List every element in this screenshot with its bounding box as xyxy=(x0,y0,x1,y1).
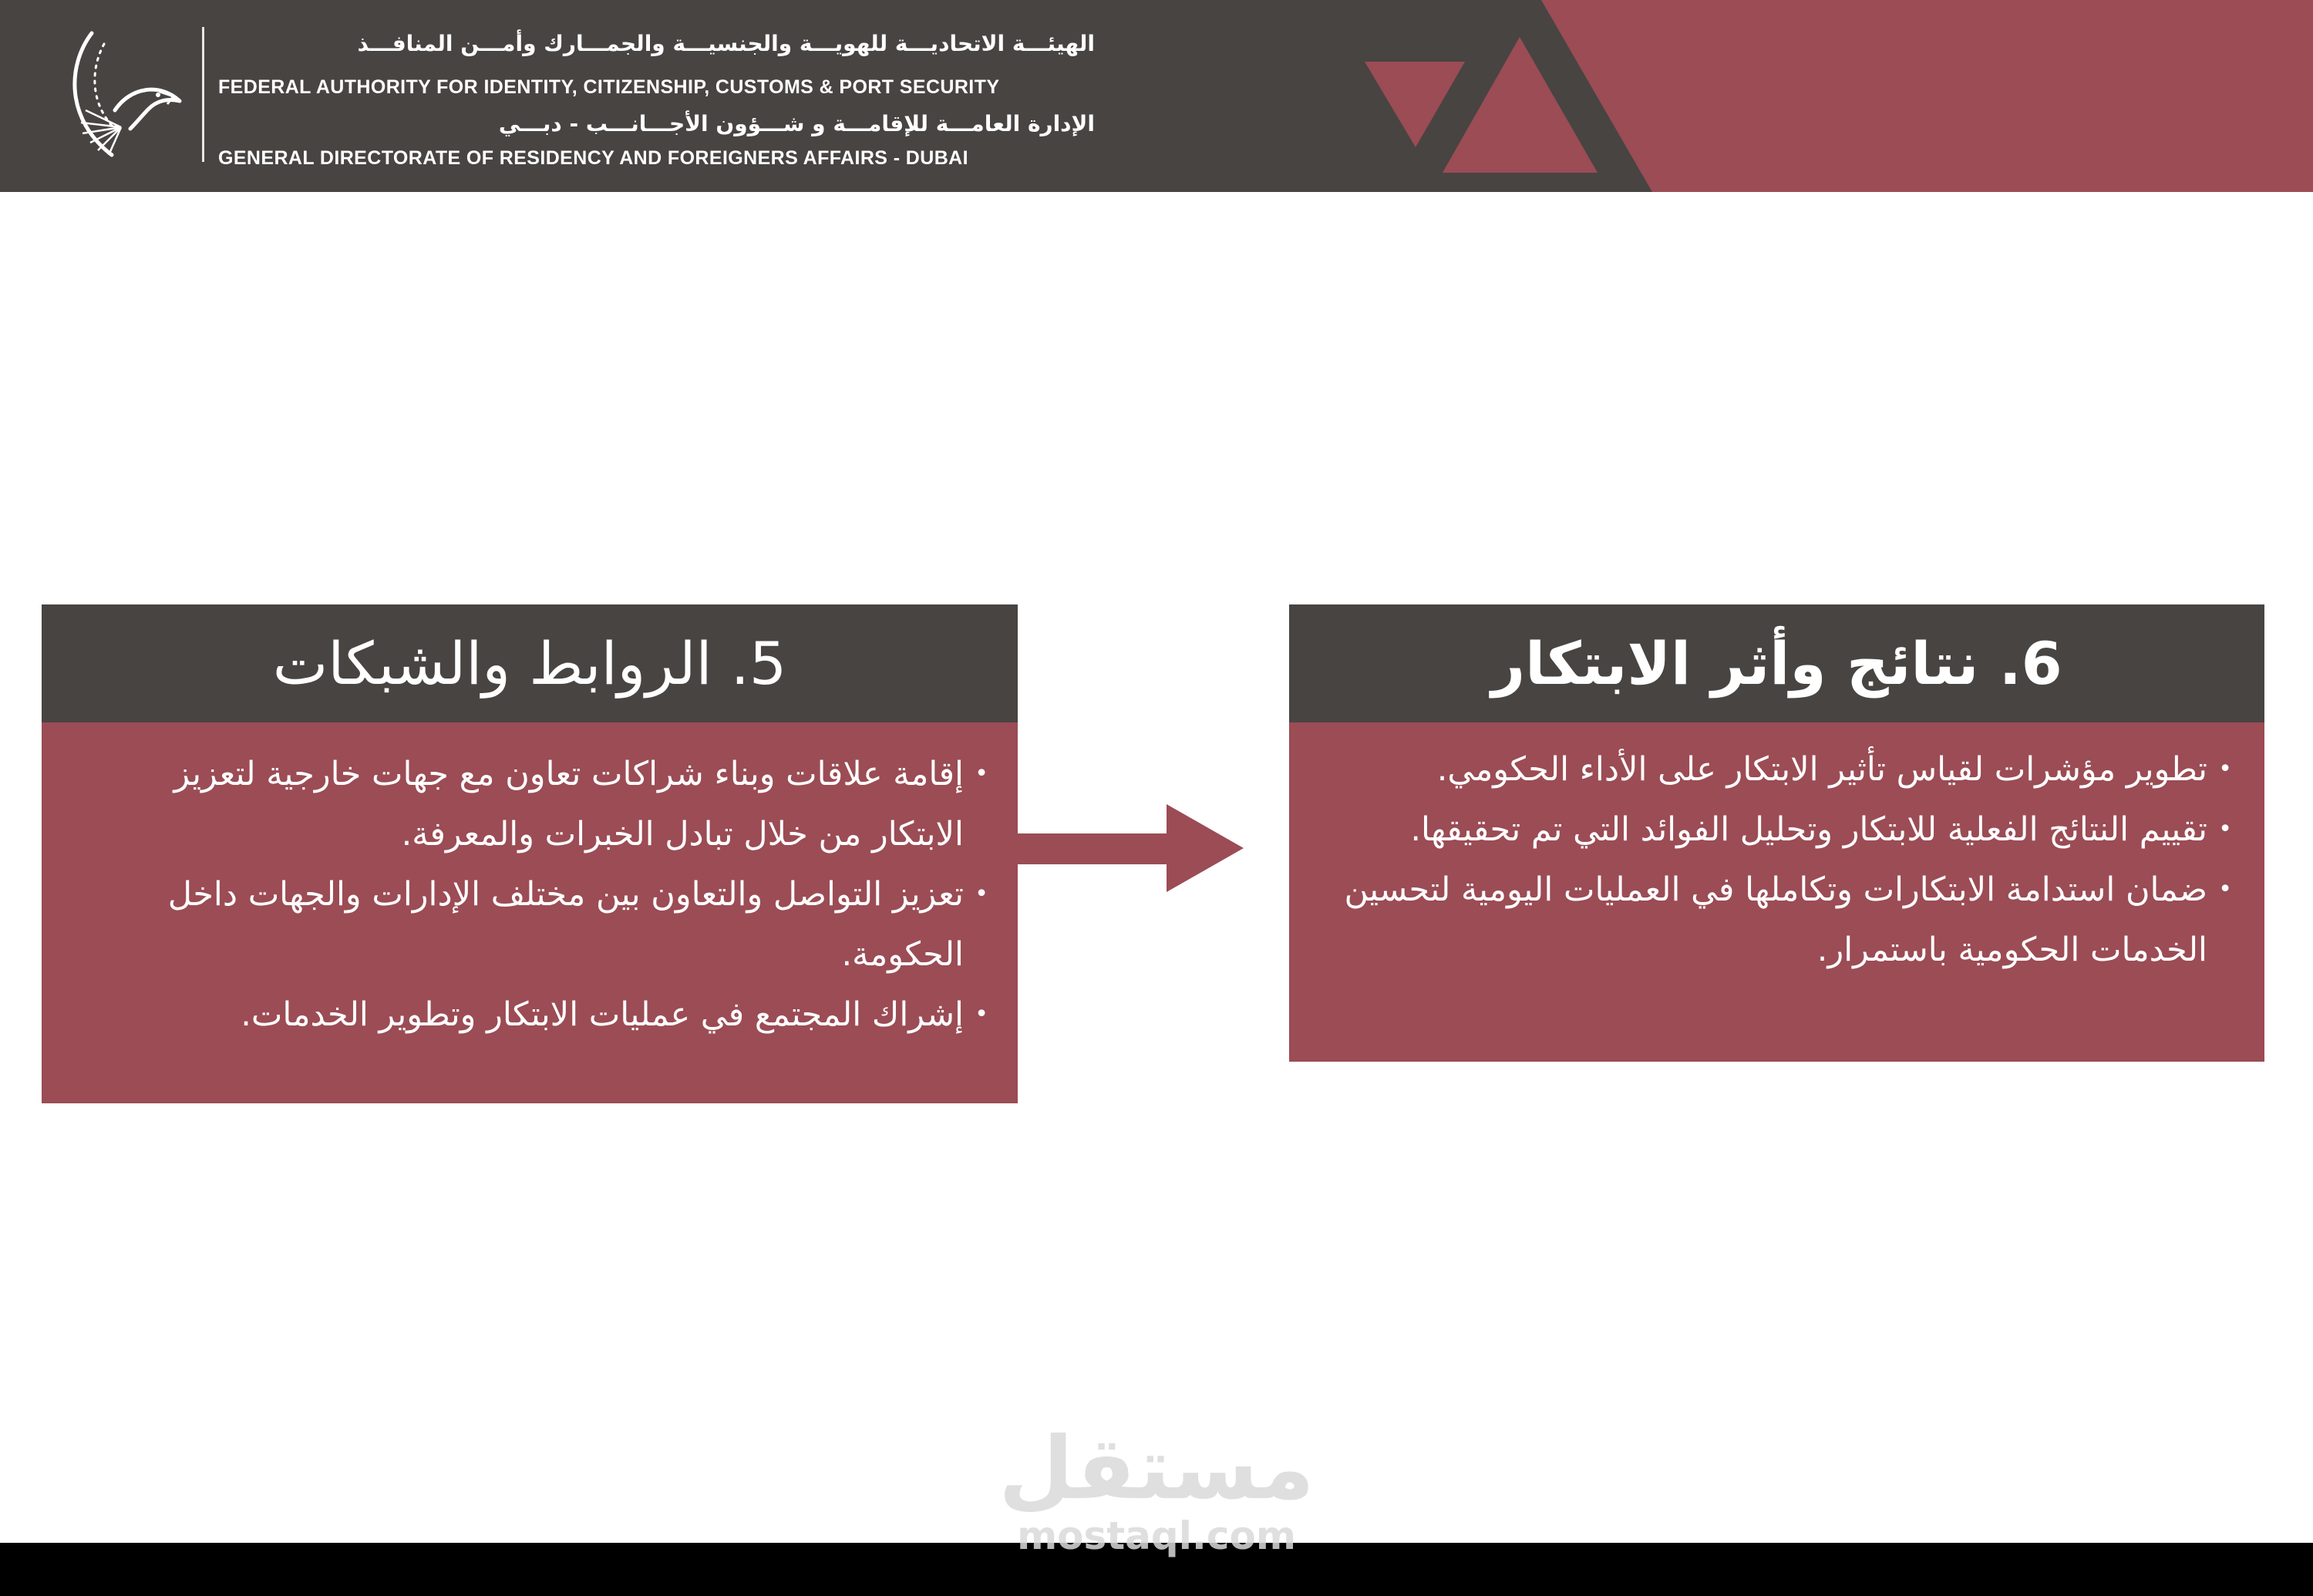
arrow-right-icon xyxy=(1018,802,1249,894)
watermark xyxy=(971,1419,1342,1573)
header-accent-panel xyxy=(1541,0,2313,192)
logo-divider xyxy=(202,27,204,162)
list-item: • ضمان استدامة الابتكارات وتكاملها في العمليات اليومية لتحسين الخدمات الحكومية باستمرار. xyxy=(1328,860,2232,980)
falcon-logo-icon xyxy=(44,27,187,162)
card-body xyxy=(42,722,1018,1103)
arabic-directorate-name: الإدارة العامـــة للإقامـــة و شـــؤون الأجـــانـــب - دبـــي xyxy=(498,111,1095,136)
up-triangle-icon xyxy=(1443,37,1598,173)
card-links-networks xyxy=(42,604,1018,1103)
list-item: • إقامة علاقات وبناء شراكات تعاون مع جهات خارجية لتعزيز الابتكار من خلال تبادل الخبرات والمعرفة. xyxy=(80,744,988,864)
english-directorate-name: GENERAL DIRECTORATE OF RESIDENCY AND FOREIGNERS AFFAIRS - DUBAI xyxy=(218,147,968,169)
bullet-list xyxy=(80,744,988,1045)
watermark-arabic: مستقل xyxy=(998,1419,1315,1519)
arrow-shaft xyxy=(1018,833,1172,864)
top-header xyxy=(0,0,2313,192)
card-innovation-results xyxy=(1289,604,2264,1062)
card-body xyxy=(1289,722,2264,1062)
list-item: • تقييم النتائج الفعلية للابتكار وتحليل الفوائد التي تم تحقيقها. xyxy=(1328,800,2232,860)
watermark-latin: mostaql.com xyxy=(1017,1514,1296,1558)
down-triangle-icon xyxy=(1365,62,1465,147)
arabic-authority-name: الهيئـــة الاتحاديـــة للهويـــة والجنسيـــة والجمـــارك وأمـــن المنافـــذ xyxy=(357,31,1095,56)
list-item: • تطوير مؤشرات لقياس تأثير الابتكار على الأداء الحكومي. xyxy=(1328,739,2232,800)
list-item: • إشراك المجتمع في عمليات الابتكار وتطوير الخدمات. xyxy=(80,985,988,1045)
bullet-list xyxy=(1328,739,2232,980)
card-title: 5. الروابط والشبكات xyxy=(42,604,1018,722)
organization-name-block xyxy=(218,0,1095,192)
list-item: • تعزيز التواصل والتعاون بين مختلف الإدارات والجهات داخل الحكومة. xyxy=(80,864,988,985)
english-authority-name: FEDERAL AUTHORITY FOR IDENTITY, CITIZENSHIP, CUSTOMS & PORT SECURITY xyxy=(218,76,1000,98)
card-title: 6. نتائج وأثر الابتكار xyxy=(1289,604,2264,722)
arrow-head xyxy=(1167,804,1244,892)
